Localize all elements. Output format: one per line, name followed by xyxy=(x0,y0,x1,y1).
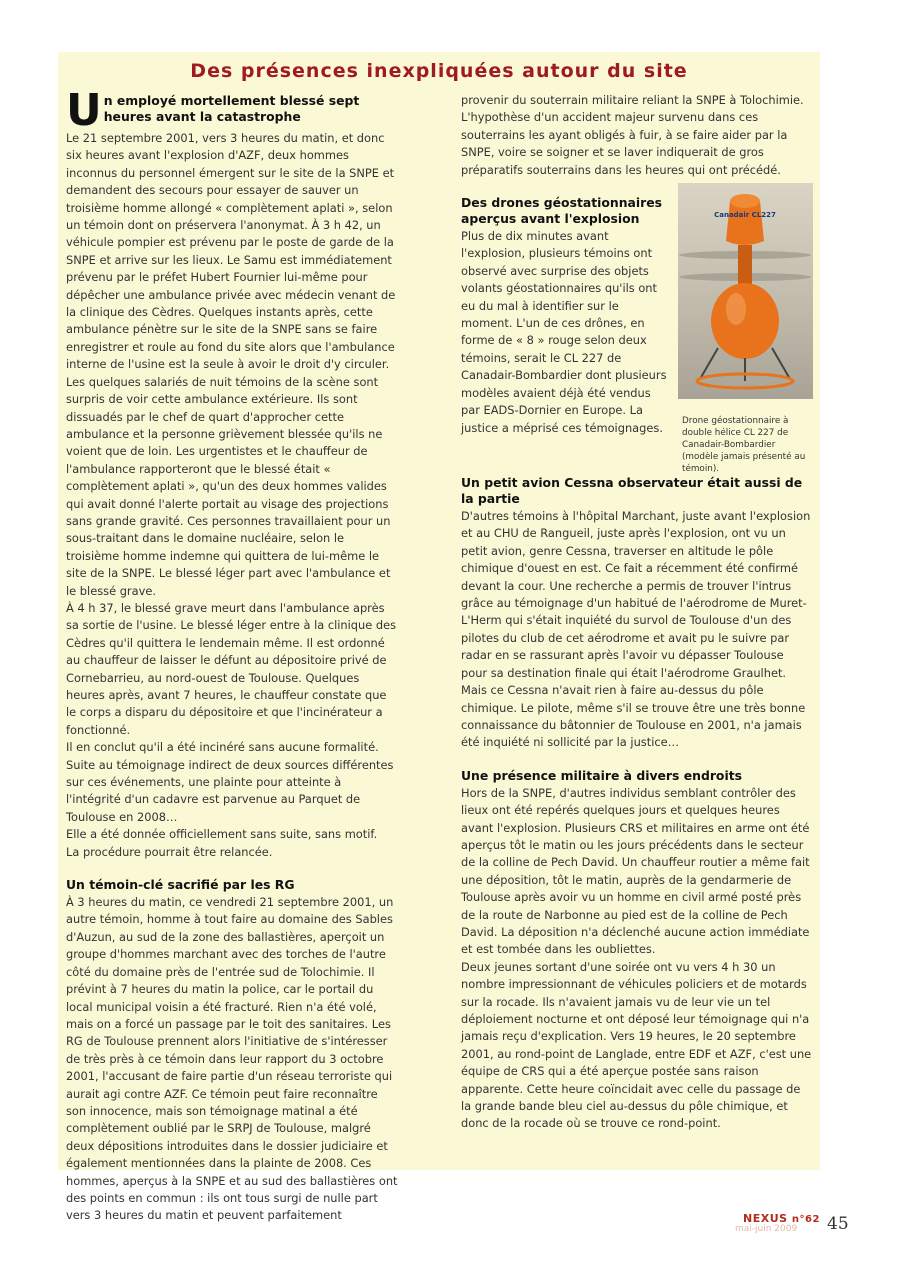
section-4-paragraph-1: D'autres témoins à l'hôpital Marchant, juste avant l'explosion et au CHU de Rangueil, juste après l'explosion, ont vu un petit avion, genre Cessna, traverser en altitude le pôle chimique d'ouest en est. Ce fait a récemment été confirmé devant la cour. Une recherche a permis de trouver l'intrus grâce au témoignage d'un habitué de l'aérodrome de Muret-L'Herm qui s'était inquiété du survol de Toulouse d'un des pilotes du club de cet aérodrome et avait pu le suivre par radar en se rassurant après l'avoir vu dépasser Toulouse pour sa destination finale qui était l'aérodrome Graulhet. Mais ce Cessna n'avait rien à faire au-dessus du pôle chimique. Le pilote, même s'il se trouve être une très bonne connaissance du bâtonnier de Toulouse en 2001, n'a jamais été inquiété ni sollicité par la justice… xyxy=(461,509,811,750)
section-5-paragraph-1: Hors de la SNPE, d'autres individus semblant contrôler des lieux ont été repérés quelques jours et quelques heures avant l'explosion. Plusieurs CRS et militaires en arme ont été aperçus tôt le matin ou les jours précédents dans le secteur de la colline de Pech David. Un chauffeur routier a même fait une déposition, tôt le matin, auprès de la gendarmerie de Toulouse après avoir vu un homme en civil armé posté près de la route de Narbonne au pied est de la colline de Pech David. La déposition n'a déclenché aucune action immédiate et est tombée dans les oubliettes. xyxy=(461,785,810,957)
section-1-paragraph-1: Le 21 septembre 2001, vers 3 heures du matin, et donc six heures avant l'explosion d'AZF, deux hommes inconnus du personnel émergent sur le site de la SNPE et demandent des secours pour essayer de sauver un troisième homme allongé « complètement aplati », selon un témoin dont on préservera l'anonymat. À 3 h 42, un véhicule pompier est prévenu par le poste de garde de la SNPE et arrive sur les lieux. Le Samu est immédiatement prévenu par le préfet Hubert Fournier lui-même pour dépêcher une ambulance privée avec médecin venant de la clinique des Cèdres. Quelques instants après, cette ambulance pénètre sur le site de la SNPE sans se faire enregistrer et roule au fond du site alors que l'ambulance interne de l'usine est la seule à avoir le droit d'y circuler. Les quelques salariés de nuit témoins de la scène sont surpris de voir cette ambulance extérieure. Ils sont dissuadés par le chef de quart d'approcher cette ambulance et la personne grièvement blessée qu'ils ne voient que de loin. Les urgentistes et le chauffeur de l'ambulance rapporteront que le blessé était « complètement aplati », qu'un des deux hommes valides qui avait donné l'alerte portait au visage des projections sans grande gravité. Ces personnes travaillaient pour un sous-traitant dans le domaine nucléaire, selon le troisième homme indemne qui quittera de lui-même le site de la SNPE. Le blessé léger part avec l'ambulance et le blessé grave. xyxy=(66,131,396,598)
section-1-header xyxy=(66,85,398,136)
figure-caption: Drone géostationnaire à double hélice CL 227 de Canadair-Bombardier (modèle jamais présenté au témoin). xyxy=(682,416,806,475)
section-1-paragraph-3: Il en conclut qu'il a été incinéré sans aucune formalité. Suite au témoignage indirect de deux sources différentes sur ces événements, une plainte pour atteinte à l'intégrité d'un cadavre est parvenue au Parquet de Toulouse en 2008… xyxy=(66,740,394,824)
section-5-heading: Une présence militaire à divers endroits xyxy=(461,767,742,783)
drone-illustration xyxy=(678,183,813,399)
issue-date: mai-juin 2009 xyxy=(735,1224,798,1234)
section-1-heading: n employé mortellement blessé sept heures avant la catastrophe xyxy=(103,93,360,124)
page-number: 45 xyxy=(827,1214,849,1234)
section-1-paragraph-5: La procédure pourrait être relancée. xyxy=(66,844,273,859)
issue-number: n°62 xyxy=(791,1214,820,1225)
right-column xyxy=(461,92,813,1133)
left-column xyxy=(66,85,398,1225)
section-5-paragraph-2: Deux jeunes sortant d'une soirée ont vu vers 4 h 30 un nombre impressionnant de véhicules policiers et de motards sur la rocade. Ils n'avaient jamais vu de leur vie un tel déploiement nocturne et ont déposé leur témoignage qui n'a jamais reçu d'explication. Vers 19 heures, le 20 septembre 2001, au rond-point de Langlade, entre EDF et AZF, c'est une équipe de CRS qui a été aperçue postée sans raison apparente. Cette heure coïncidait avec celle du passage de la grande bande bleu ciel au-dessus du pôle chimique, et donc de la rocade où se trouve ce rond-point. xyxy=(461,959,812,1131)
section-1-paragraph-4: Elle a été donnée officiellement sans suite, sans motif. xyxy=(66,827,378,842)
page-title: Des présences inexpliquées autour du site xyxy=(190,60,688,82)
brand-name: NEXUS xyxy=(743,1212,788,1225)
section-4-heading: Un petit avion Cessna observateur était aussi de la partie xyxy=(461,475,803,507)
drone-figure xyxy=(678,183,813,475)
section-3-heading: Des drones géostationnaires aperçus avant l'explosion xyxy=(461,195,663,227)
section-3-paragraph-1: Plus de dix minutes avant l'explosion, plusieurs témoins ont observé avec surprise des objets volants géostationnaires qu'ils ont eu du mal à identifier sur le moment. L'un de ces drônes, en forme de « 8 » rouge selon deux témoins, serait le CL 227 de Canadair-Bombardier dont plusieurs modèles avaient déjà été vendus par EADS-Dornier en Europe. La justice a méprisé ces témoignages. xyxy=(461,229,667,435)
continued-paragraph: provenir du souterrain militaire reliant la SNPE à Tolochimie. L'hypothèse d'un accident majeur survenu dans ces souterrains les ayant obligés à fuir, à se faire aider par la SNPE, voire se soigner et se laver indiquerait de gros préparatifs souterrains dans les heures qui ont précédé. xyxy=(461,93,804,177)
drone-label: Canadair CL227 xyxy=(714,211,776,220)
drone-photo xyxy=(678,183,813,399)
section-2-paragraph-1: À 3 heures du matin, ce vendredi 21 septembre 2001, un autre témoin, homme à tout faire au domaine des Sables d'Auzun, au sud de la zone des ballastières, aperçoit un groupe d'hommes marchant avec des torches de l'autre côté du domaine près de l'entrée sud de Tolochimie. Il prévint à 7 heures du matin la police, car le portail du local municipal voisin a été fracturé. Rien n'a été volé, mais on a forcé un passage par le toit des sanitaires. Les RG de Toulouse prennent alors l'initiative de s'intéresser de très près à ce témoin dans leur rapport du 3 octobre 2001, l'accusant de faire partie d'un réseau terroriste qui aurait agi contre AZF. Ce témoin peut faire reconnaître son innocence, mais son témoignage matinal a été complètement oublié par le SRPJ de Toulouse, malgré deux dépositions introduites dans le dossier judiciaire et également mentionnées dans la plainte de 2008. Ces hommes, aperçus à la SNPE et au sud des ballastières ont des points en commun : ils ont tous surgi de nulle part vers 3 heures du matin et peuvent parfaitement xyxy=(66,895,398,1223)
section-2-heading: Un témoin-clé sacrifié par les RG xyxy=(66,877,295,893)
drop-cap: U xyxy=(66,85,102,136)
section-1-paragraph-2: À 4 h 37, le blessé grave meurt dans l'ambulance après sa sortie de l'usine. Le blessé léger entre à la clinique des Cèdres qu'il quittera le lendemain même. Il est ordonné au chauffeur de laisser le défunt au dépositoire privé de Cornebarrieu, au nord-ouest de Toulouse. Quelques heures après, avant 7 heures, le chauffeur constate que le corps a disparu du dépositoire et que l'incinérateur a fonctionné. xyxy=(66,600,397,737)
